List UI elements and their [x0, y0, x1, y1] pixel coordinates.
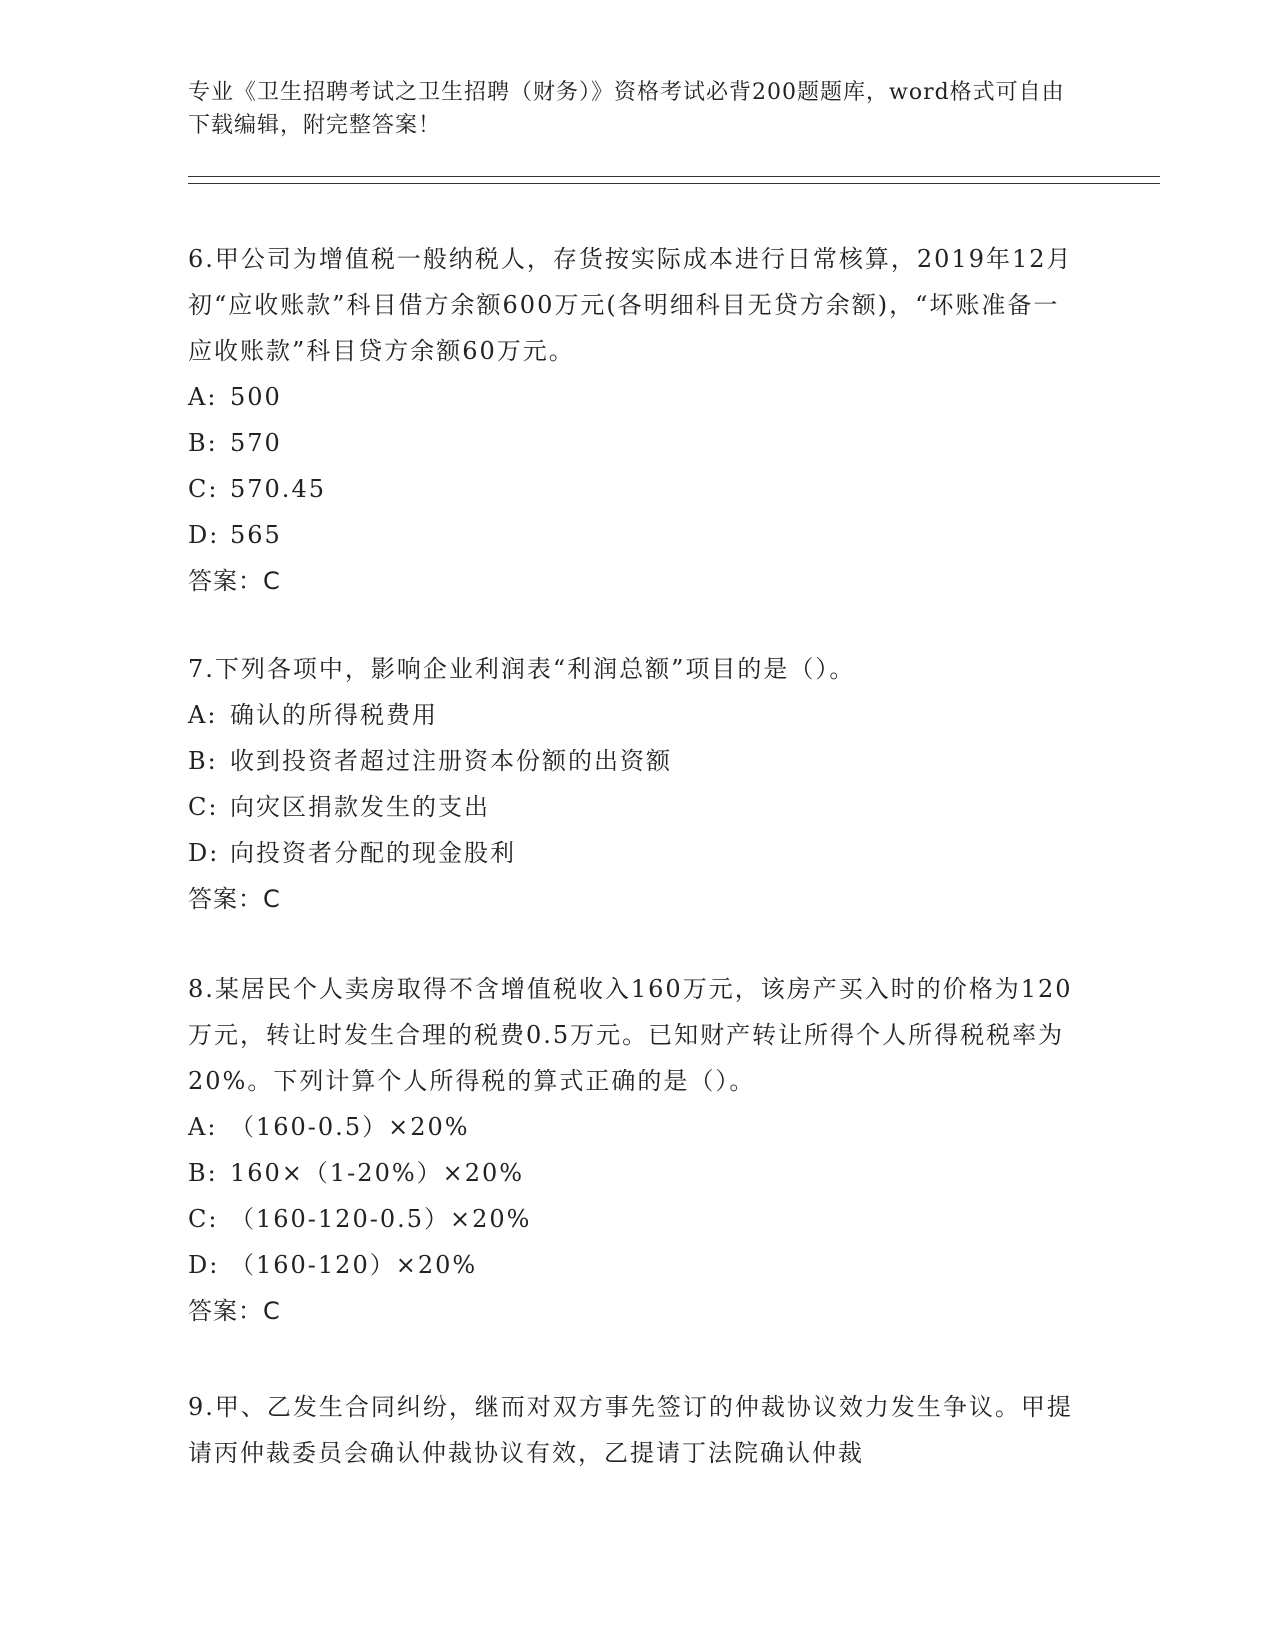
answer-line: 答案：C	[188, 885, 281, 913]
option-c	[188, 466, 1073, 512]
option-key: C:	[188, 793, 219, 821]
option-key: C:	[188, 1205, 219, 1233]
option-text: 收到投资者超过注册资本份额的出资额	[230, 747, 672, 775]
option-c	[188, 784, 1073, 830]
document-header: 专业《卫生招聘考试之卫生招聘（财务）》资格考试必背200题题库，word格式可自由下载编辑，附完整答案！	[188, 80, 1065, 138]
option-key: B:	[188, 429, 218, 457]
question-7	[188, 646, 1073, 922]
option-key: A:	[188, 1113, 218, 1141]
option-d	[188, 1242, 1073, 1288]
question-9	[188, 1384, 1073, 1476]
option-key: D:	[188, 839, 220, 867]
option-key: C:	[188, 475, 219, 503]
option-text: 570.45	[230, 475, 326, 503]
option-key: B:	[188, 1159, 218, 1187]
answer-line: 答案：C	[188, 567, 281, 595]
option-key: A:	[188, 701, 218, 729]
option-text: （160-120）×20%	[230, 1251, 478, 1279]
option-a	[188, 692, 1073, 738]
option-text: 160×（1-20%）×20%	[230, 1159, 525, 1187]
question-8	[188, 966, 1073, 1334]
header-divider-top	[188, 176, 1160, 177]
option-key: D:	[188, 1251, 220, 1279]
option-text: 565	[230, 521, 282, 549]
option-text: （160-120-0.5）×20%	[230, 1205, 532, 1233]
answer-line: 答案：C	[188, 1297, 281, 1325]
question-stem: 6.甲公司为增值税一般纳税人，存货按实际成本进行日常核算，2019年12月初“应收账款”科目借方余额600万元(各明细科目无贷方余额)，“坏账准备一应收账款”科目贷方余额60万元。	[188, 245, 1073, 365]
option-d	[188, 512, 1073, 558]
option-text: （160-0.5）×20%	[230, 1113, 470, 1141]
option-b	[188, 1150, 1073, 1196]
option-text: 向灾区捐款发生的支出	[230, 793, 490, 821]
option-text: 500	[230, 383, 282, 411]
option-c	[188, 1196, 1073, 1242]
option-b	[188, 738, 1073, 784]
option-text: 确认的所得税费用	[230, 701, 438, 729]
option-text: 570	[230, 429, 282, 457]
option-text: 向投资者分配的现金股利	[230, 839, 516, 867]
question-stem: 7.下列各项中，影响企业利润表“利润总额”项目的是（）。	[188, 655, 856, 683]
option-key: A:	[188, 383, 218, 411]
option-d	[188, 830, 1073, 876]
question-stem: 9.甲、乙发生合同纠纷，继而对双方事先签订的仲裁协议效力发生争议。甲提请丙仲裁委员会确认仲裁协议有效，乙提请丁法院确认仲裁	[188, 1393, 1073, 1467]
option-key: D:	[188, 521, 220, 549]
question-stem: 8.某居民个人卖房取得不含增值税收入160万元，该房产买入时的价格为120万元，转让时发生合理的税费0.5万元。已知财产转让所得个人所得税税率为20%。下列计算个人所得税的算式正确的是（）。	[188, 975, 1073, 1095]
header-divider-bottom	[188, 183, 1160, 184]
option-a	[188, 374, 1073, 420]
option-key: B:	[188, 747, 218, 775]
question-6	[188, 236, 1073, 604]
option-a	[188, 1104, 1073, 1150]
option-b	[188, 420, 1073, 466]
